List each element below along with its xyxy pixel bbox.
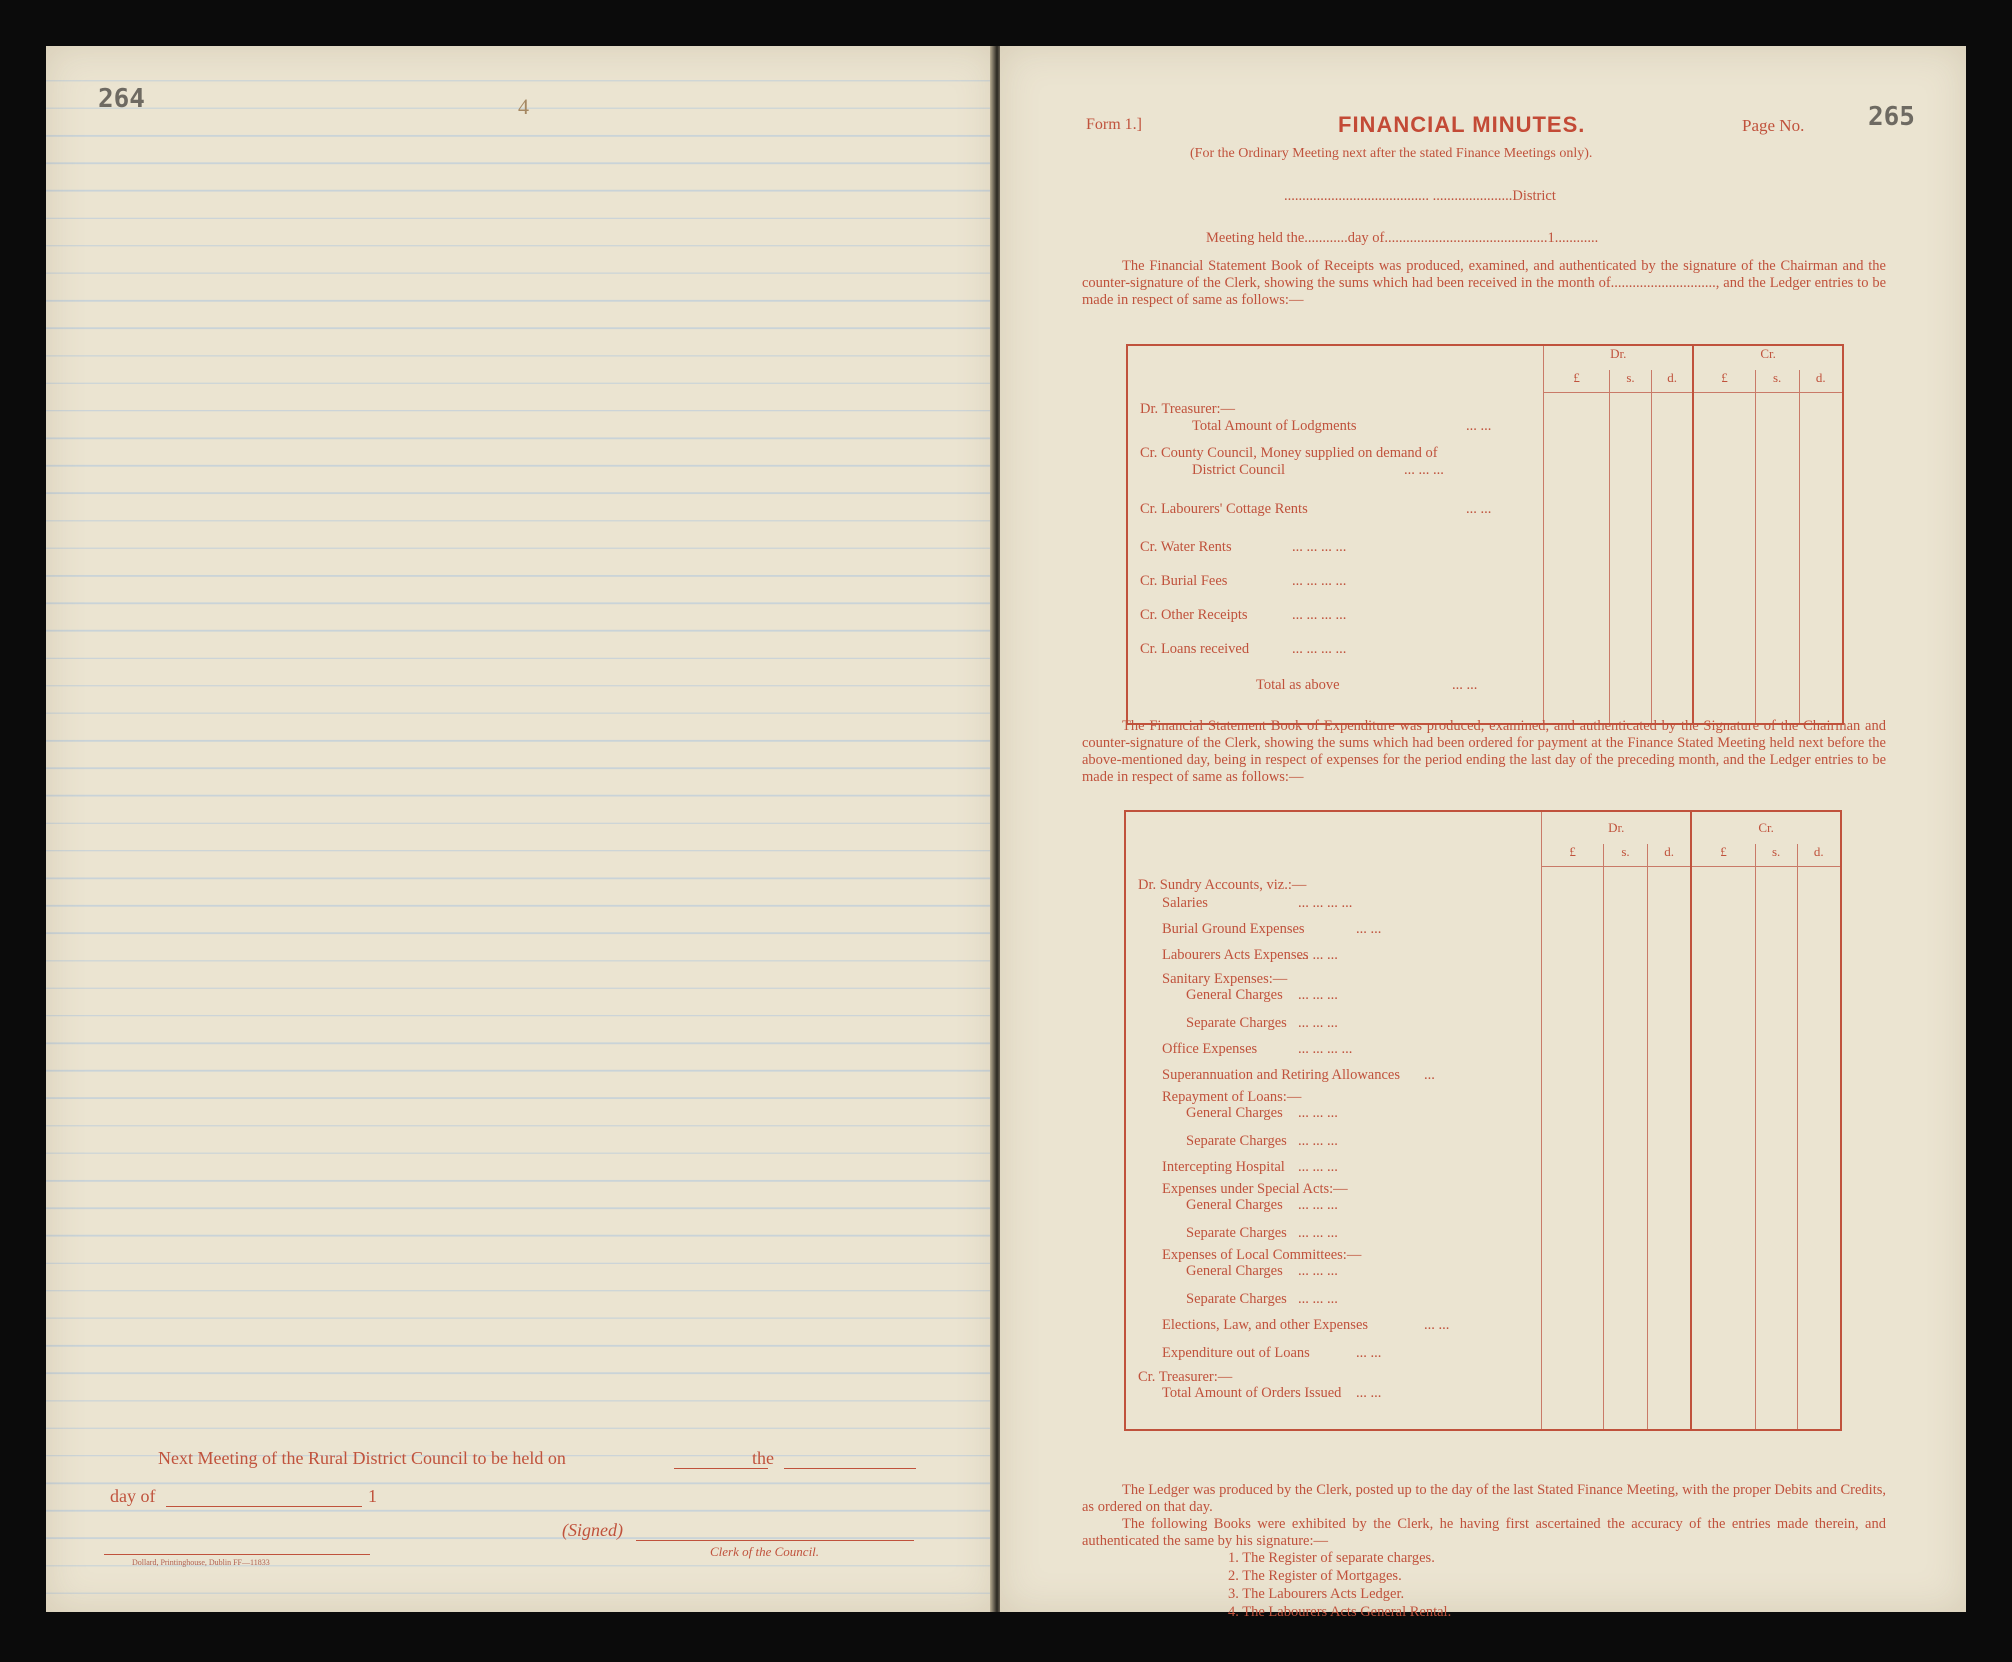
signature-blank[interactable] <box>636 1540 914 1541</box>
table-row <box>1140 400 1492 435</box>
row-label: General Charges <box>1186 986 1283 1003</box>
row-sublabel: Total Amount of Lodgments <box>1192 417 1357 434</box>
table-row <box>1186 1262 1338 1280</box>
expenditure-dr-pounds: £ <box>1542 844 1604 867</box>
row-label: Office Expenses <box>1162 1040 1258 1057</box>
expenditure-table <box>1124 810 1842 1431</box>
total-label: Total as above <box>1256 676 1340 693</box>
ledger-paragraph: The Ledger was produced by the Clerk, posted up to the day of the last Stated Finance Meeting, with the proper Debits and Credits, as ordered on that day. <box>1082 1482 1886 1515</box>
row-dots: ... ... ... <box>1298 1158 1338 1175</box>
row-dots: ... ... ... <box>1298 1290 1338 1307</box>
row-label: General Charges <box>1186 1104 1283 1121</box>
row-dots: ... ... ... <box>1298 1014 1338 1031</box>
left-page <box>46 46 996 1612</box>
row-label: Expenses under Special Acts:— <box>1162 1180 1348 1197</box>
right-page-number: 265 <box>1868 102 1915 132</box>
total-row <box>1256 677 1536 694</box>
row-label: Cr. Water Rents <box>1140 538 1232 555</box>
clerk-label: Clerk of the Council. <box>710 1544 820 1559</box>
receipts-cr-shillings: s. <box>1755 370 1799 393</box>
expenditure-dr-shillings: s. <box>1604 844 1648 867</box>
row-label: Separate Charges <box>1186 1290 1287 1307</box>
row-label: Cr. Burial Fees <box>1140 572 1228 589</box>
book-item-3: 3. The Labourers Acts Ledger. <box>1228 1586 1405 1602</box>
expenditure-body <box>1125 867 1542 1430</box>
row-label: Separate Charges <box>1186 1132 1287 1149</box>
table-row <box>1162 1384 1382 1402</box>
row-label: Intercepting Hospital <box>1162 1158 1285 1175</box>
form-subtitle: (For the Ordinary Meeting next after the stated Finance Meetings only). <box>1190 146 1593 161</box>
year-prefix: 1 <box>368 1486 377 1506</box>
receipts-table <box>1126 344 1844 725</box>
row-dots: ... <box>1424 1066 1435 1083</box>
table-row <box>1140 539 1540 556</box>
row-dots: ... ... <box>1356 920 1382 937</box>
row-dots: ... ... ... ... <box>1298 1040 1353 1057</box>
receipts-dr-header: Dr. <box>1544 345 1694 370</box>
row-label: Superannuation and Retiring Allowances <box>1162 1066 1400 1083</box>
right-page <box>1000 46 1966 1620</box>
row-label: Separate Charges <box>1186 1014 1287 1031</box>
expenditure-dr-header: Dr. <box>1542 811 1692 844</box>
page-mark: 4 <box>518 94 529 119</box>
row-dots: ... ... ... <box>1298 1132 1338 1149</box>
table-row <box>1186 1104 1338 1122</box>
receipts-intro: The Financial Statement Book of Receipts was produced, examined, and authenticated by the signature of the Chairman and the counter-signature of the Clerk, showing the sums which had been received in the month of............................., and the Ledger entries to be made in respect of same as follows:— <box>1082 258 1886 308</box>
table-row <box>1162 1040 1353 1058</box>
meeting-line[interactable]: Meeting held the............day of.............................................1............ <box>1206 230 1599 246</box>
row-dots: ... ... ... <box>1404 461 1444 478</box>
receipts-header-blank <box>1127 345 1544 393</box>
row-dots: ... ... ... <box>1298 1104 1338 1121</box>
table-row <box>1138 877 1306 894</box>
page-no-label: Page No. <box>1742 116 1805 135</box>
day-blank[interactable] <box>166 1506 362 1507</box>
row-label: General Charges <box>1186 1196 1283 1213</box>
row-label: Dr. Sundry Accounts, viz.:— <box>1138 876 1307 893</box>
table-row <box>1140 607 1540 624</box>
receipts-cr-pounds: £ <box>1693 370 1755 393</box>
table-row <box>1162 920 1382 938</box>
row-dots: ... ... ... ... <box>1292 606 1347 623</box>
imprint-rule <box>104 1554 370 1555</box>
row-label: General Charges <box>1186 1262 1283 1279</box>
row-dots: ... ... ... <box>1298 1196 1338 1213</box>
row-dots: ... ... ... <box>1298 986 1338 1003</box>
table-row <box>1186 1196 1338 1214</box>
row-label: Cr. Treasurer:— <box>1138 1368 1233 1385</box>
table-row <box>1162 1344 1382 1362</box>
row-dots: ... ... <box>1424 1316 1450 1333</box>
receipts-body <box>1127 393 1544 724</box>
expenditure-dr-pence: d. <box>1647 844 1691 867</box>
row-label: Expenditure out of Loans <box>1162 1344 1310 1361</box>
expenditure-cr-shillings: s. <box>1755 844 1797 867</box>
printer-imprint: Dollard, Printinghouse, Dublin FF—11833 <box>132 1558 270 1567</box>
receipts-cr-pence: d. <box>1799 370 1843 393</box>
table-row <box>1140 641 1540 658</box>
table-row <box>1186 986 1338 1004</box>
row-label: Cr. County Council, Money supplied on demand of <box>1140 444 1438 461</box>
row-dots: ... ... ... ... <box>1298 894 1353 911</box>
district-line[interactable]: ........................................ ......................District <box>1284 188 1556 204</box>
expenditure-cr-pence: d. <box>1797 844 1841 867</box>
row-dots: ... ... ... ... <box>1292 538 1347 555</box>
row-label: Total Amount of Orders Issued <box>1162 1384 1342 1401</box>
receipts-dr-pence: d. <box>1651 370 1693 393</box>
row-label: Repayment of Loans:— <box>1162 1088 1302 1105</box>
expenditure-cr-pounds: £ <box>1691 844 1755 867</box>
table-row <box>1162 894 1353 912</box>
table-row <box>1140 444 1444 479</box>
row-label: Labourers Acts Expenses <box>1162 946 1309 963</box>
signed-label: (Signed) <box>562 1520 623 1540</box>
row-dots: ... ... <box>1356 1344 1382 1361</box>
table-row <box>1162 1316 1450 1334</box>
left-page-number: 264 <box>98 84 145 114</box>
row-label: Cr. Other Receipts <box>1140 606 1248 623</box>
table-row <box>1186 1014 1338 1032</box>
table-row <box>1162 1181 1348 1198</box>
table-row <box>1162 1247 1361 1264</box>
row-sublabel: District Council <box>1192 461 1286 478</box>
next-meeting-text: Next Meeting of the Rural District Council to be held on <box>158 1448 566 1468</box>
row-label: Separate Charges <box>1186 1224 1287 1241</box>
table-row <box>1186 1224 1338 1242</box>
table-row <box>1186 1132 1338 1150</box>
form-label: Form 1.] <box>1086 116 1142 133</box>
table-row <box>1162 946 1338 964</box>
row-dots: ... ... ... <box>1298 1224 1338 1241</box>
expenditure-header-blank <box>1125 811 1542 867</box>
book-item-2: 2. The Register of Mortgages. <box>1228 1568 1402 1584</box>
form-title: FINANCIAL MINUTES. <box>1338 112 1586 137</box>
table-row <box>1162 971 1287 988</box>
row-dots: ... ... <box>1452 676 1478 693</box>
book-item-1: 1. The Register of separate charges. <box>1228 1550 1435 1566</box>
table-row <box>1162 1066 1435 1084</box>
the-label: the <box>752 1448 774 1468</box>
row-label: Burial Ground Expenses <box>1162 920 1305 937</box>
row-label: Cr. Labourers' Cottage Rents <box>1140 500 1308 517</box>
row-label: Sanitary Expenses:— <box>1162 970 1288 987</box>
the-blank[interactable] <box>784 1468 916 1469</box>
receipts-cr-header: Cr. <box>1693 345 1843 370</box>
table-row <box>1162 1089 1301 1106</box>
table-row <box>1162 1158 1338 1176</box>
table-row <box>1140 573 1540 590</box>
expenditure-intro: The Financial Statement Book of Expenditure was produced, examined, and authenticated by the Signature of the Chairman and counter-signature of the Clerk, showing the sums which had been ordered for payment at the Finance Stated Meeting held next before the above-mentioned day, being in respect of expenses for the period ending the last day of the preceding month, and the Ledger entries to be made in respect of same as follows:— <box>1082 718 1886 785</box>
row-label: Elections, Law, and other Expenses <box>1162 1316 1369 1333</box>
books-paragraph: The following Books were exhibited by the Clerk, he having first ascertained the accuracy of the entries made therein, and authenticated the same by his signature:— <box>1082 1516 1886 1549</box>
row-dots: ... ... ... ... <box>1292 640 1347 657</box>
receipts-dr-shillings: s. <box>1610 370 1652 393</box>
receipts-dr-pounds: £ <box>1544 370 1610 393</box>
row-dots: ... ... <box>1356 1384 1382 1401</box>
book-item-4: 4. The Labourers Acts General Rental. <box>1228 1604 1452 1620</box>
row-label: Dr. Treasurer:— <box>1140 400 1236 417</box>
row-dots: ... ... ... ... <box>1292 572 1347 589</box>
day-of-label: day of <box>110 1486 156 1506</box>
row-label: Expenses of Local Committees:— <box>1162 1246 1362 1263</box>
table-row <box>1186 1290 1338 1308</box>
row-dots: ... ... ... <box>1298 1262 1338 1279</box>
table-row <box>1138 1369 1232 1386</box>
row-dots: ... ... ... <box>1298 946 1338 963</box>
table-row <box>1140 501 1540 518</box>
row-label: Salaries <box>1162 894 1208 911</box>
row-label: Cr. Loans received <box>1140 640 1250 657</box>
expenditure-cr-header: Cr. <box>1691 811 1841 844</box>
row-dots: ... ... <box>1466 500 1492 517</box>
row-dots: ... ... <box>1466 417 1492 434</box>
